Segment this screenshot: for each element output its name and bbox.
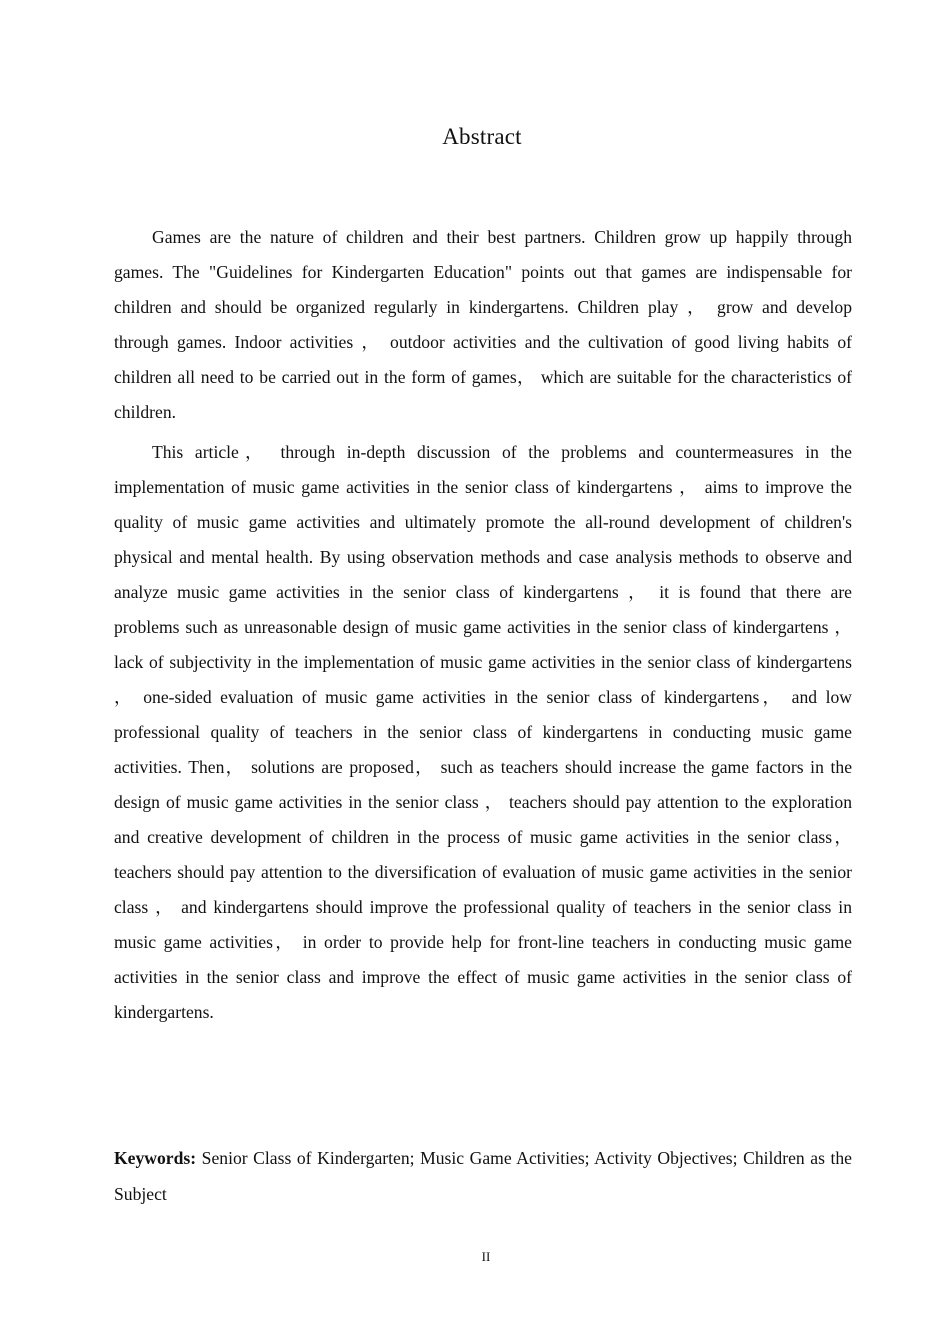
abstract-body (114, 220, 852, 1035)
keywords-section (114, 1140, 852, 1212)
keywords-label: Keywords: (114, 1148, 197, 1168)
abstract-paragraph-1: Games are the nature of children and their best partners. Children grow up happily through games. The "Guidelines for Kindergarten Education" points out that games are indispensable for children and should be organized regularly in kindergartens. Children play ， grow and develop through games. Indoor activities ， outdoor activities and the cultivation of good living habits of children all need to be carried out in the form of games， which are suitable for the characteristics of children. (114, 227, 852, 422)
abstract-title: Abstract (442, 124, 522, 149)
abstract-paragraph-2: This article， through in-depth discussion of the problems and countermeasures in the implementation of music game activities in the senior class of kindergartens ， aims to improve the quality of music game activities and ultimately promote the all-round development of children's physical and mental health. By using observation methods and case analysis methods to observe and analyze music game activities in the senior class of kindergartens ， it is found that there are problems such as unreasonable design of music game activities in the senior class of kindergartens ， lack of subjectivity in the implementation of music game activities in the senior class of kindergartens ， one-sided evaluation of music game activities in the senior class of kindergartens， and low professional quality of teachers in the senior class of kindergartens in conducting music game activities. Then， solutions are proposed， such as teachers should increase the game factors in the design of music game activities in the senior class ， teachers should pay attention to the exploration and creative development of children in the process of music game activities in the senior class， teachers should pay attention to the diversification of evaluation of music game activities in the senior class ， and kindergartens should improve the professional quality of teachers in the senior class in music game activities， in order to provide help for front-line teachers in conducting music game activities in the senior class and improve the effect of music game activities in the senior class of kindergartens. (114, 442, 852, 1022)
page-number: II (481, 1249, 491, 1264)
keywords-text: Senior Class of Kindergarten; Music Game Activities; Activity Objectives; Children as the Subject (114, 1148, 852, 1204)
